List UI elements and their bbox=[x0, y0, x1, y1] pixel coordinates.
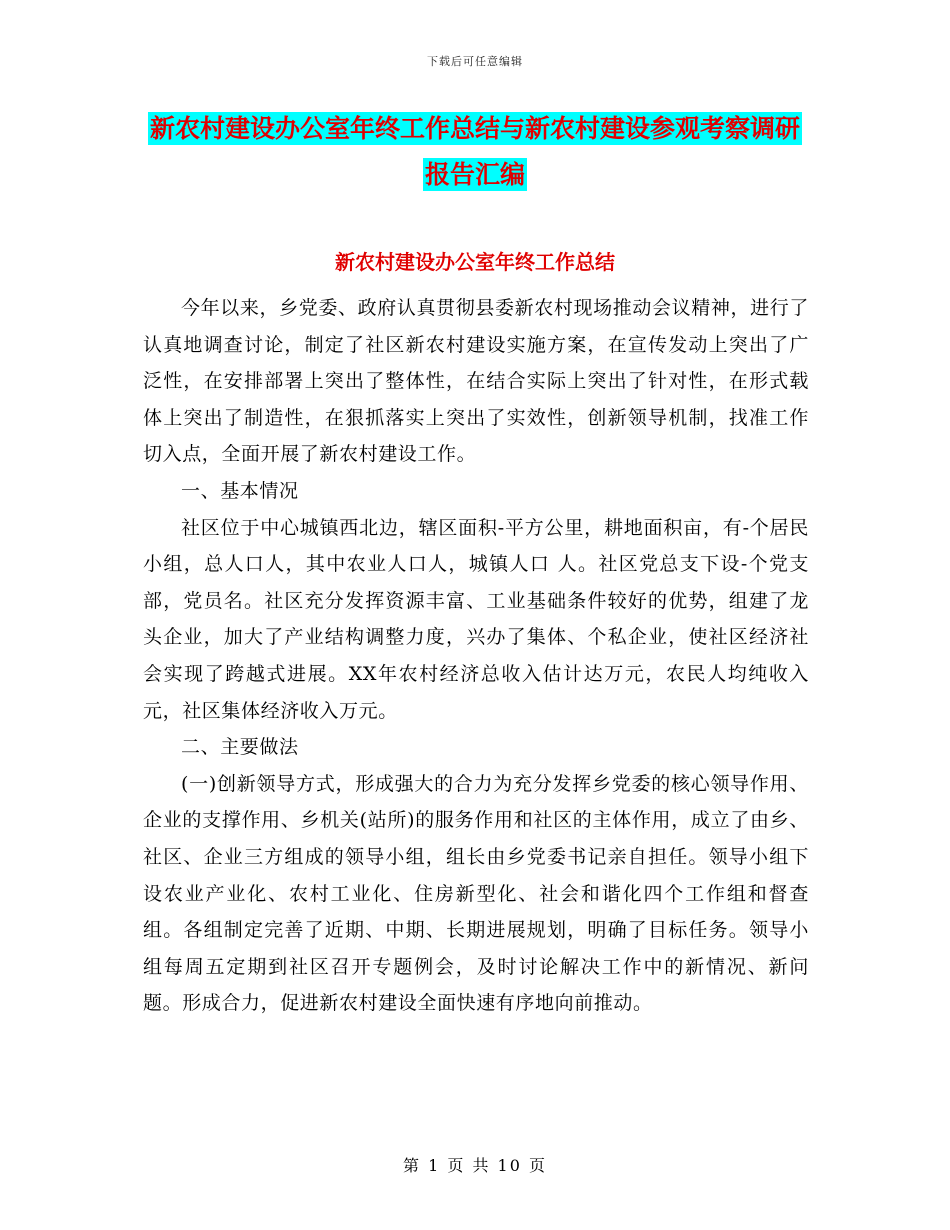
heading-main-methods: 二、主要做法 bbox=[181, 736, 299, 759]
page-footer: 第 1 页 共 10 页 bbox=[403, 1156, 547, 1175]
paragraph-intro: 今年以来，乡党委、政府认真贯彻县委新农村现场推动会议精神，进行了认真地调查讨论，制定了社区新农村建设实施方案，在宣传发动上突出了广泛性，在安排部署上突出了整体性，在结合实际上突出了针对性，在形式载体上突出了制造性，在狠抓落实上突出了实效性，创新领导机制，找准工作切入点，全面开展了新农村建设工作。 bbox=[143, 297, 809, 466]
header-note: 下载后可任意编辑 bbox=[427, 55, 523, 68]
paragraph-main-methods: (一)创新领导方式，形成强大的合力为充分发挥乡党委的核心领导作用、企业的支撑作用、乡机关(站所)的服务作用和社区的主体作用，成立了由乡、社区、企业三方组成的领导小组，组长由乡党委书记亲自担任。领导小组下设农业产业化、农村工业化、住房新型化、社会和谐化四个工作组和督查组。各组制定完善了近期、中期、长期进展规划，明确了目标任务。领导小组每周五定期到社区召开专题例会，及时讨论解决工作中的新情况、新问题。形成合力，促进新农村建设全面快速有序地向前推动。 bbox=[143, 772, 809, 1015]
section-title: 新农村建设办公室年终工作总结 bbox=[335, 250, 615, 274]
heading-basic-situation: 一、基本情况 bbox=[181, 479, 299, 502]
document-title-text: 新农村建设办公室年终工作总结与新农村建设参观考察调研报告汇编 bbox=[149, 114, 800, 189]
document-body bbox=[143, 290, 809, 1022]
paragraph-basic-situation: 社区位于中心城镇西北边，辖区面积-平方公里，耕地面积亩，有-个居民小组，总人口人，其中农业人口人，城镇人口 人。社区党总支下设-个党支部，党员名。社区充分发挥资源丰富、工业基础条件较好的优势，组建了龙头企业，加大了产业结构调整力度，兴办了集体、个私企业，使社区经济社会实现了跨越式进展。XX年农村经济总收入估计达万元，农民人均纯收入元，社区集体经济收入万元。 bbox=[143, 516, 809, 722]
document-title bbox=[140, 106, 810, 198]
